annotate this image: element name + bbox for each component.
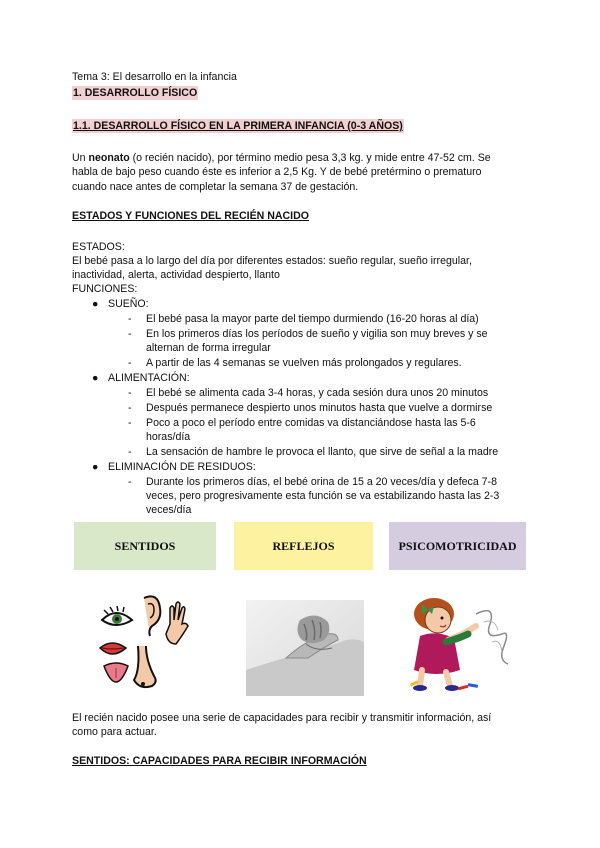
sentidos-heading: SENTIDOS: CAPACIDADES PARA RECIBIR INFORMACIÓN bbox=[72, 755, 367, 767]
alimentacion-item-3-cont: horas/día bbox=[146, 431, 191, 443]
estados-label: ESTADOS: bbox=[72, 241, 125, 253]
dash-icon: - bbox=[128, 328, 132, 340]
estados-line-1: El bebé pasa a lo largo del día por diferentes estados: sueño regular, sueño irregular, bbox=[72, 255, 472, 267]
mouth-icon bbox=[100, 643, 126, 654]
alimentacion-item-3: Poco a poco el período entre comidas va distanciándose hasta las 5-6 bbox=[146, 417, 476, 429]
bullet-dot-icon: ● bbox=[92, 372, 99, 384]
sentidos-box bbox=[74, 522, 216, 570]
intro-line-3: cuando nace antes de completar la semana 37 de gestación. bbox=[72, 180, 359, 193]
intro-bold-term: neonato bbox=[88, 152, 130, 164]
psicomotricidad-box bbox=[389, 522, 526, 570]
bullet-dot-icon: ● bbox=[92, 461, 99, 473]
eliminacion-item-1-cont-2: veces/día bbox=[146, 504, 192, 516]
nose-icon bbox=[134, 646, 156, 687]
closing-line-2: como para actuar. bbox=[72, 726, 157, 738]
dash-icon: - bbox=[128, 446, 132, 458]
alimentacion-item-1: El bebé se alimenta cada 3-4 horas, y cada sesión dura unos 20 minutos bbox=[146, 387, 489, 399]
bullet-alimentacion bbox=[92, 371, 190, 385]
reflex-hands-photo bbox=[246, 600, 364, 696]
alimentacion-item-2: Después permanece despierto unos minutos hasta que vuelve a dormirse bbox=[146, 402, 493, 414]
eye-icon bbox=[102, 606, 132, 625]
closing-line-1: El recién nacido posee una serie de capacidades para recibir y transmitir información, así bbox=[72, 712, 492, 724]
section-heading-1-1: 1.1. DESARROLLO FÍSICO EN LA PRIMERA INFANCIA (0-3 AÑOS) bbox=[73, 120, 403, 132]
bullet-alimentacion-label: ALIMENTACIÓN: bbox=[108, 372, 190, 384]
topic-title: Tema 3: El desarrollo en la infancia bbox=[72, 71, 237, 83]
intro-pre: Un bbox=[72, 152, 89, 164]
dash-icon: - bbox=[128, 417, 132, 429]
intro-line-2: habla de bajo peso cuando éste es inferior a 2,5 Kg. Y de bebé pretérmino o prematuro bbox=[72, 166, 482, 179]
senses-illustration bbox=[96, 590, 192, 694]
estados-line-2: inactividad, alerta, actividad despierto, llanto bbox=[72, 269, 280, 281]
intro-line-1-rest: (o recién nacido), por término medio pesa 3,3 kg. y mide entre 47-52 cm. Se bbox=[129, 152, 491, 164]
reflejos-box bbox=[234, 522, 373, 570]
intro-paragraph bbox=[72, 151, 532, 194]
dash-icon: - bbox=[128, 313, 132, 325]
estados-heading: ESTADOS Y FUNCIONES DEL RECIÉN NACIDO bbox=[72, 210, 310, 222]
sentidos-box-label: SENTIDOS bbox=[114, 538, 176, 553]
sueno-item-2: En los primeros días los períodos de sueño y vigilia son muy breves y se bbox=[146, 328, 488, 340]
psicomotricidad-box-label: PSICOMOTRICIDAD bbox=[398, 538, 517, 553]
eliminacion-item-1-cont: veces, pero progresivamente esta función se va estabilizando hasta las 2-3 bbox=[146, 490, 500, 502]
bullet-sueno-label: SUEÑO: bbox=[108, 298, 149, 310]
bullet-eliminacion bbox=[92, 460, 256, 474]
dash-icon: - bbox=[128, 357, 132, 369]
sueno-item-3: A partir de las 4 semanas se vuelven más prolongados y regulares. bbox=[146, 357, 462, 369]
tongue-icon bbox=[104, 663, 128, 682]
section-heading-1: 1. DESARROLLO FÍSICO bbox=[73, 87, 198, 99]
child-drawing-illustration bbox=[406, 594, 516, 694]
eliminacion-item-1: Durante los primeros días, el bebé orina de 15 a 20 veces/día y defeca 7-8 bbox=[146, 476, 497, 488]
dash-icon: - bbox=[128, 387, 132, 399]
reflejos-box-label: REFLEJOS bbox=[272, 538, 335, 553]
bullet-dot-icon: ● bbox=[92, 298, 99, 310]
dash-icon: - bbox=[128, 476, 132, 488]
bullet-eliminacion-label: ELIMINACIÓN DE RESIDUOS: bbox=[108, 461, 256, 473]
bullet-sueno bbox=[92, 297, 149, 311]
intro-line-1 bbox=[72, 151, 532, 165]
hand-icon bbox=[166, 602, 188, 644]
sueno-item-2-cont: alternan de forma irregular bbox=[146, 342, 271, 354]
alimentacion-item-4: La sensación de hambre le provoca el llanto, que sirve de señal a la madre bbox=[146, 446, 499, 458]
funciones-label: FUNCIONES: bbox=[72, 283, 138, 295]
ear-icon bbox=[144, 596, 160, 636]
dash-icon: - bbox=[128, 402, 132, 414]
sueno-item-1: El bebé pasa la mayor parte del tiempo durmiendo (16-20 horas al día) bbox=[146, 313, 479, 325]
